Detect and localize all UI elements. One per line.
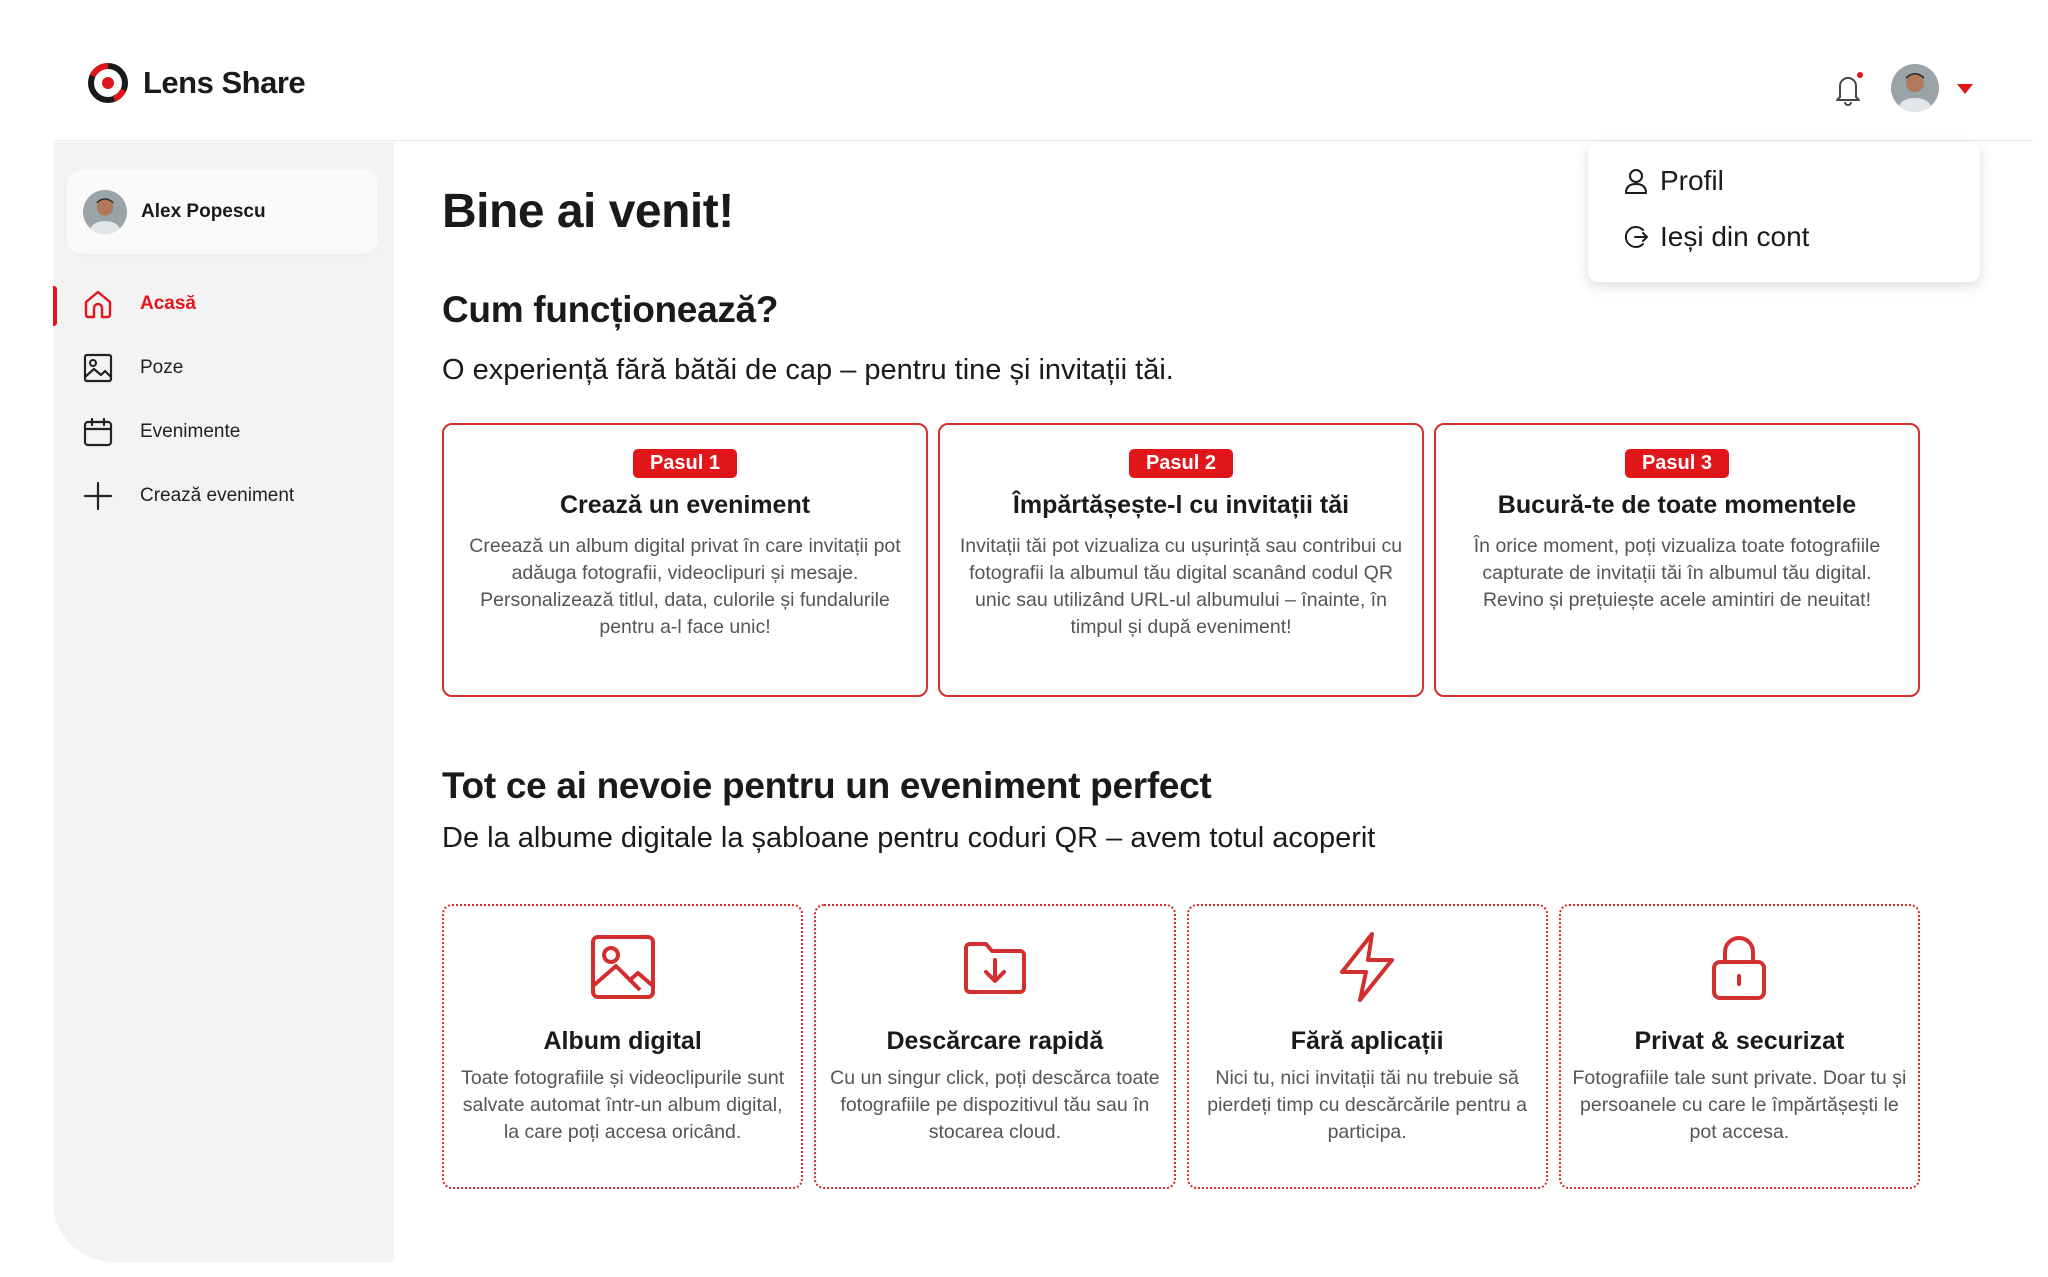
folder-download-icon <box>956 928 1034 1006</box>
sidebar-item-evenimente[interactable] <box>53 400 394 464</box>
calendar-icon <box>81 415 115 449</box>
sidebar-item-acasa[interactable] <box>53 272 394 336</box>
home-icon <box>81 287 115 321</box>
app-logo[interactable] <box>86 61 305 105</box>
menu-item-logout[interactable] <box>1622 221 1809 253</box>
page-title: Bine ai venit! <box>442 185 734 238</box>
account-avatar[interactable] <box>1891 64 1939 112</box>
feature-card <box>1559 904 1920 1189</box>
lightning-icon <box>1328 928 1406 1006</box>
plus-icon <box>81 479 115 513</box>
sidebar-item-poze[interactable] <box>53 336 394 400</box>
user-name: Alex Popescu <box>141 201 266 222</box>
sidebar-item-label: Evenimente <box>140 421 241 442</box>
sidebar-item-label: Crează eveniment <box>140 485 295 506</box>
user-icon <box>1622 167 1650 195</box>
lock-icon <box>1700 928 1778 1006</box>
sidebar <box>53 142 394 1262</box>
features-title: Tot ce ai nevoie pentru un eveniment perfect <box>442 765 1212 806</box>
how-it-works-title: Cum funcționează? <box>442 289 779 330</box>
account-menu <box>1588 143 1980 282</box>
step-card <box>442 423 928 697</box>
app-name: Lens Share <box>143 65 306 100</box>
feature-card <box>1187 904 1548 1189</box>
chevron-down-icon[interactable] <box>1957 84 1973 94</box>
user-photo <box>83 190 127 234</box>
avatar <box>83 190 127 234</box>
feature-description: Cu un singur click, poți descărca toate fotografiile pe dispozitivul tău sau în stocarea cloud. <box>830 1067 1160 1143</box>
features-row <box>442 904 1920 1189</box>
step-badge: Pasul 3 <box>1625 449 1729 478</box>
step-badge: Pasul 2 <box>1129 449 1233 478</box>
feature-card <box>442 904 803 1189</box>
step-description: Creează un album digital privat în care invitații pot adăuga fotografii, videoclipuri și mesaje. Personalizează titlul, data, culorile și fundalurile pentru a-l face unic! <box>469 535 901 638</box>
feature-card <box>814 904 1175 1189</box>
step-description: Invitații tăi pot vizualiza cu ușurință sau contribui cu fotografii la albumul tău digital scanând codul QR unic sau utilizând URL-ul albumului – înainte, în timpul și după eveniment! <box>959 535 1403 638</box>
step-title: Împărtășește-l cu invitații tăi <box>1012 491 1350 519</box>
feature-description: Nici tu, nici invitații tăi nu trebuie să pierdeți timp cu descărcările pentru a participa. <box>1207 1067 1527 1143</box>
step-card <box>1434 423 1920 697</box>
feature-description: Toate fotografiile și videoclipurile sunt salvate automat într-un album digital, la care poți accesa oricând. <box>461 1067 785 1143</box>
menu-item-label: Ieși din cont <box>1660 221 1810 252</box>
feature-title: Privat & securizat <box>1634 1027 1845 1055</box>
feature-title: Descărcare rapidă <box>886 1027 1104 1055</box>
step-badge: Pasul 1 <box>633 449 737 478</box>
step-title: Bucură-te de toate momentele <box>1497 491 1857 519</box>
image-icon <box>81 351 115 385</box>
lens-logo-icon <box>86 61 130 105</box>
step-description: În orice moment, poți vizualiza toate fotografiile capturate de invitații tăi în albumul tău digital. Revino și prețuiește acele amintiri de neuitat! <box>1473 535 1881 611</box>
steps-row <box>442 423 1920 697</box>
image-icon <box>584 928 662 1006</box>
features-subtitle: De la albume digitale la șabloane pentru coduri QR – avem totul acoperit <box>442 822 1376 854</box>
notification-dot <box>1855 70 1865 80</box>
feature-title: Fără aplicații <box>1290 1027 1444 1055</box>
top-header <box>53 0 2033 141</box>
logout-icon <box>1622 223 1650 251</box>
menu-item-profile[interactable] <box>1622 165 1724 197</box>
avatar <box>1891 64 1939 112</box>
how-it-works-subtitle: O experiență fără bătăi de cap – pentru tine și invitații tăi. <box>442 354 1174 386</box>
notifications-button[interactable] <box>1831 70 1865 106</box>
sidebar-item-label: Acasă <box>140 293 196 314</box>
menu-item-label: Profil <box>1660 165 1724 196</box>
step-title: Crează un eveniment <box>559 491 811 519</box>
sidebar-item-creaza-eveniment[interactable] <box>53 464 394 528</box>
feature-description: Fotografiile tale sunt private. Doar tu și persoanele cu care le împărtășești le pot accesa. <box>1572 1067 1907 1143</box>
step-card <box>938 423 1424 697</box>
user-card[interactable] <box>67 170 378 254</box>
feature-title: Album digital <box>543 1027 702 1055</box>
sidebar-nav <box>53 272 394 528</box>
sidebar-item-label: Poze <box>140 357 184 378</box>
